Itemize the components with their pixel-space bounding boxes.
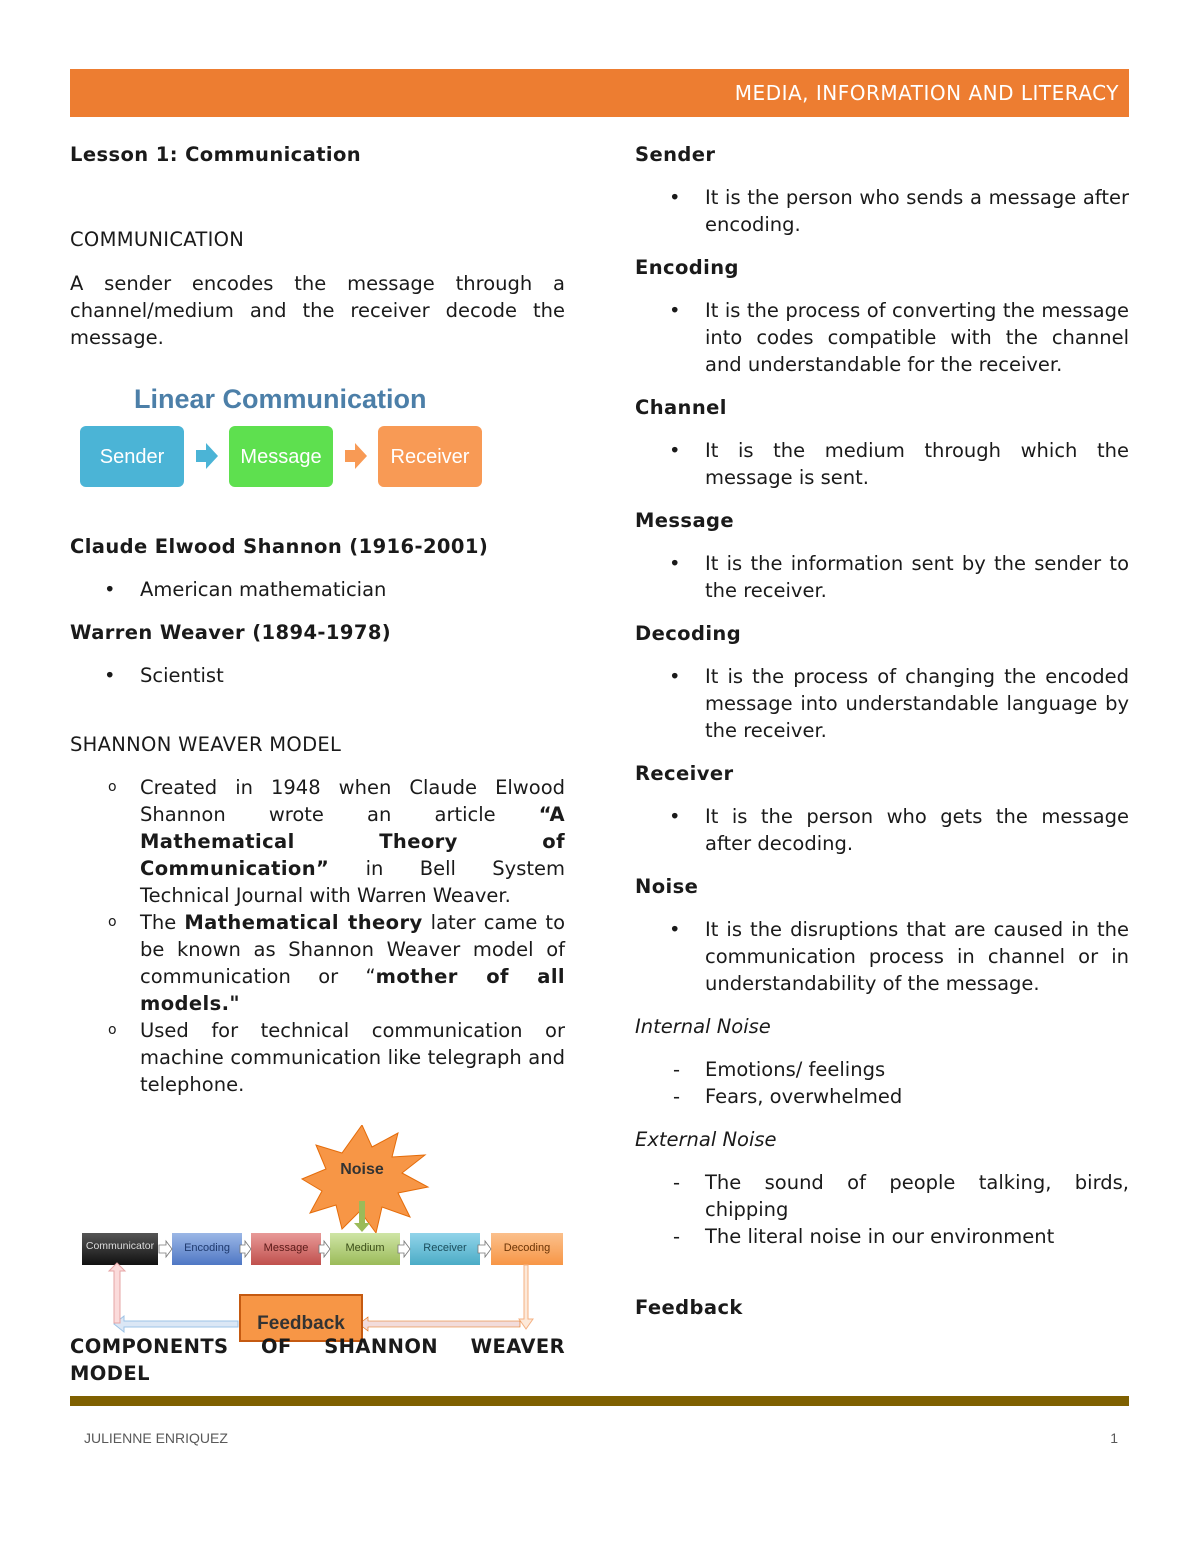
list-item: o The Mathematical theory later came to be known as Shannon Weaver model of communication or “mother of all models.": [70, 909, 565, 1017]
section-list: [635, 297, 1129, 378]
feedback-heading: Feedback: [635, 1296, 743, 1319]
decoding-label: Decoding: [503, 1242, 551, 1254]
section-title-message: Message: [635, 509, 734, 532]
list-item: • It is the disruptions that are caused in the communication process in channel or in understandability of the message.: [635, 916, 1129, 997]
section-list: [635, 550, 1129, 604]
arrow-left-icon: [359, 1317, 520, 1331]
weaver-heading: Warren Weaver (1894-1978): [70, 621, 392, 644]
section-title-sender: Sender: [635, 143, 716, 166]
encoding-label: Encoding: [184, 1242, 230, 1254]
lesson-title: Lesson 1: Communication: [70, 143, 362, 166]
list-item: • It is the information sent by the sender to the receiver.: [635, 550, 1129, 604]
section-list: [635, 916, 1129, 997]
list-item: • It is the process of changing the encoded message into understandable language by the receiver.: [635, 663, 1129, 744]
linear-communication-diagram: [72, 368, 494, 513]
noise-label: Noise: [340, 1161, 384, 1178]
communication-text: A sender encodes the message through a channel/medium and the receiver decode the message.: [70, 272, 565, 349]
section-title-channel: Channel: [635, 396, 727, 419]
list-item: • It is the person who sends a message after encoding.: [635, 184, 1129, 238]
message-box-label: Message: [240, 446, 322, 468]
list-item: • American mathematician: [70, 576, 565, 603]
section-title-decoding: Decoding: [635, 622, 742, 645]
page-number: 1: [1110, 1430, 1118, 1446]
linear-diagram-title: Linear Communication: [134, 384, 427, 414]
left-column-lower: [70, 533, 565, 1098]
section-list: [635, 184, 1129, 238]
weaver-points: [70, 662, 565, 689]
list-item: • Scientist: [70, 662, 565, 689]
communicator-label: Communicator: [85, 1240, 155, 1252]
shannon-weaver-diagram: [80, 1125, 570, 1345]
footer-bar: [70, 1396, 1129, 1406]
internal-noise-list: [635, 1056, 1129, 1110]
section-list: [635, 663, 1129, 744]
receiver-label: Receiver: [423, 1242, 467, 1254]
header-bar: [70, 69, 1129, 117]
section-list: [635, 803, 1129, 857]
message-label: Message: [263, 1242, 309, 1254]
list-item: • It is the person who gets the message after decoding.: [635, 803, 1129, 857]
components-heading: COMPONENTS OF SHANNON WEAVER MODEL: [70, 1335, 565, 1385]
list-item: o Used for technical communication or machine communication like telegraph and telephone.: [70, 1017, 565, 1098]
medium-label: Medium: [345, 1242, 385, 1254]
section-title-encoding: Encoding: [635, 256, 739, 279]
model-items: [70, 774, 565, 1098]
list-item: - The sound of people talking, birds, chipping: [635, 1169, 1129, 1223]
list-item: - Fears, overwhelmed: [635, 1083, 1129, 1110]
arrow-icon: [159, 1241, 172, 1257]
arrow-up-icon: [109, 1263, 125, 1323]
section-list: [635, 437, 1129, 491]
section-title-receiver: Receiver: [635, 762, 734, 785]
internal-noise-title: Internal Noise: [635, 1015, 771, 1038]
shannon-points: [70, 576, 565, 603]
left-column: [70, 140, 565, 351]
communication-heading: COMMUNICATION: [70, 228, 245, 251]
arrow-left-icon: [114, 1316, 238, 1332]
header-title: MEDIA, INFORMATION AND LITERACY: [734, 81, 1119, 105]
list-item: - The literal noise in our environment: [635, 1223, 1129, 1250]
feedback-label: Feedback: [257, 1313, 345, 1334]
list-item: o Created in 1948 when Claude Elwood Shannon wrote an article “A Mathematical Theory of Communication” in Bell System Technical Journal with Warren Weaver.: [70, 774, 565, 909]
list-item: - Emotions/ feelings: [635, 1056, 1129, 1083]
external-noise-list: [635, 1169, 1129, 1250]
list-item: • It is the process of converting the message into codes compatible with the channel and understandable for the receiver.: [635, 297, 1129, 378]
arrow-down-icon: [519, 1265, 533, 1329]
right-column: [635, 140, 1129, 1321]
sender-box-label: Sender: [99, 446, 165, 468]
shannon-heading: Claude Elwood Shannon (1916-2001): [70, 535, 489, 558]
section-title-noise: Noise: [635, 875, 699, 898]
footer-author: JULIENNE ENRIQUEZ: [84, 1430, 228, 1446]
external-noise-title: External Noise: [635, 1128, 777, 1151]
list-item: • It is the medium through which the message is sent.: [635, 437, 1129, 491]
model-heading: SHANNON WEAVER MODEL: [70, 733, 342, 756]
receiver-box-label: Receiver: [390, 446, 470, 468]
